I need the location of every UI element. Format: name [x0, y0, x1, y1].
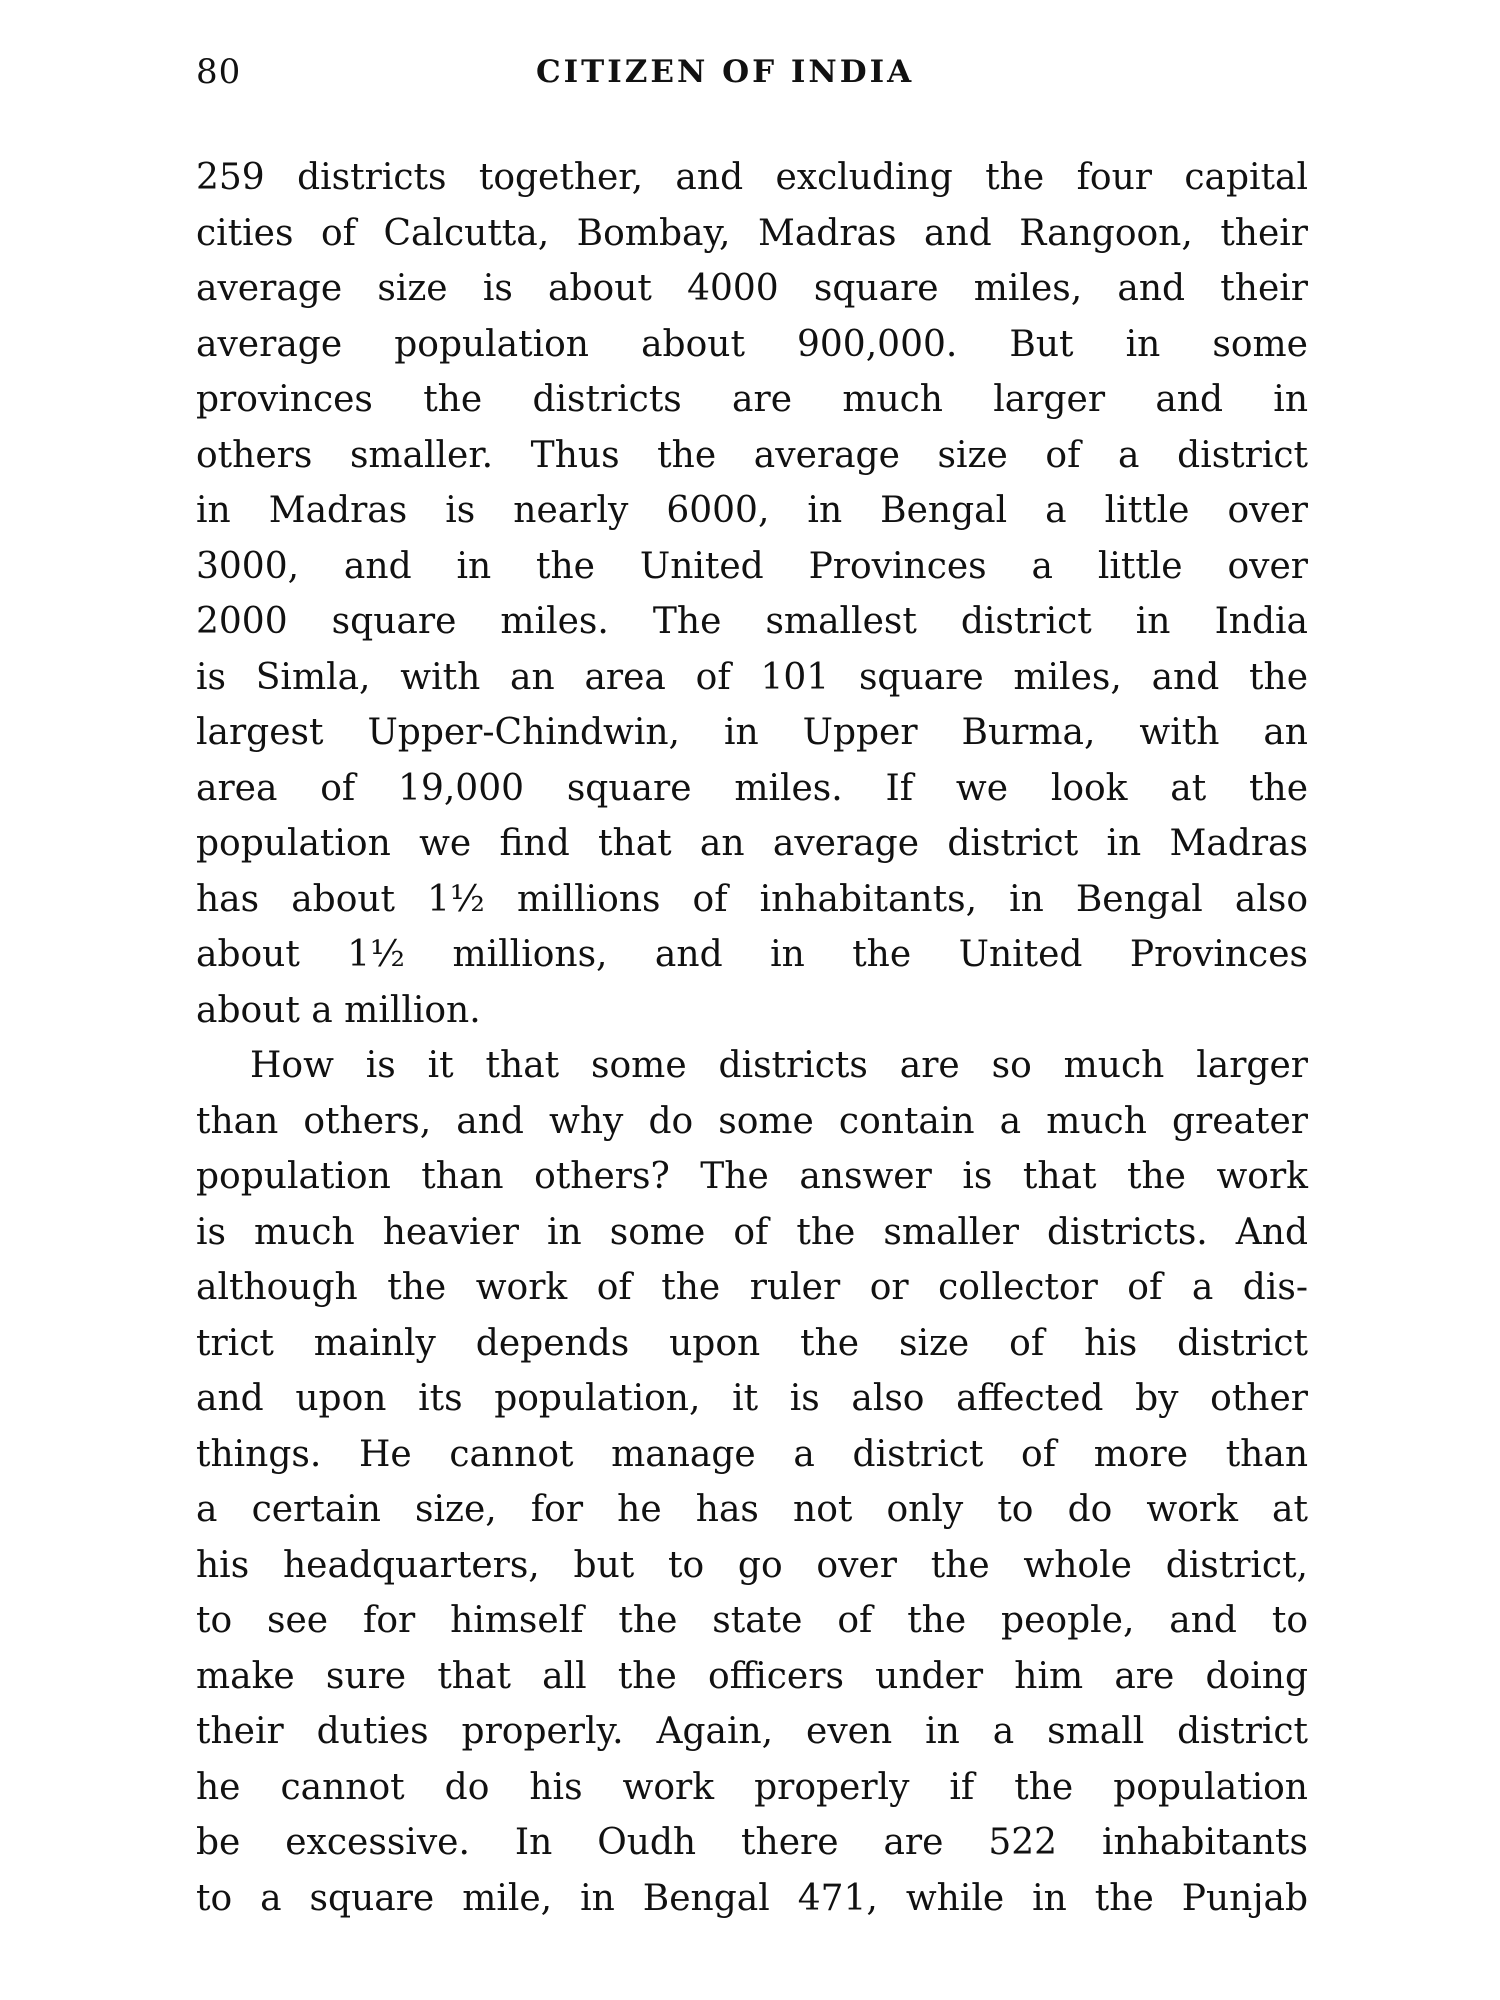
text-line: 259 districts together, and excluding the four capital — [196, 157, 1308, 198]
text-line: he cannot do his work properly if the population — [196, 1766, 1308, 1808]
text-line: although the work of the ruler or collector of a dis- — [196, 1267, 1308, 1308]
text-line: to a square mile, in Bengal 471, while in the Punjab — [196, 1877, 1308, 1919]
text-line: their duties properly. Again, even in a small district — [196, 1711, 1308, 1752]
running-head: CITIZEN OF INDIA — [536, 54, 915, 90]
text-line: to see for himself the state of the people, and to — [196, 1600, 1308, 1641]
text-line: a certain size, for he has not only to do work at — [196, 1489, 1308, 1530]
text-line: has about 1½ millions of inhabitants, in Bengal also — [196, 878, 1308, 920]
page-header — [196, 52, 1326, 112]
text-line: be excessive. In Oudh there are 522 inhabitants — [196, 1822, 1308, 1863]
text-line: about a million. — [196, 989, 481, 1031]
paragraph-start-line: How is it that some districts are so much larger — [250, 1045, 1308, 1086]
text-line: make sure that all the officers under him are doing — [196, 1655, 1308, 1697]
text-line: about 1½ millions, and in the United Provinces — [196, 934, 1308, 975]
text-line: than others, and why do some contain a much greater — [196, 1100, 1308, 1142]
text-line: trict mainly depends upon the size of his district — [196, 1322, 1308, 1364]
text-line: things. He cannot manage a district of more than — [196, 1433, 1308, 1475]
text-line: his headquarters, but to go over the whole district, — [196, 1544, 1308, 1586]
text-line: 2000 square miles. The smallest district in India — [196, 601, 1308, 642]
text-line: cities of Calcutta, Bombay, Madras and Rangoon, their — [196, 212, 1308, 254]
text-line: provinces the districts are much larger and in — [196, 379, 1308, 420]
text-line: population than others? The answer is that the work — [196, 1156, 1308, 1197]
text-line: population we find that an average district in Madras — [196, 823, 1308, 864]
text-line: average population about 900,000. But in some — [196, 323, 1308, 365]
text-line: largest Upper-Chindwin, in Upper Burma, with an — [196, 712, 1308, 753]
text-line: in Madras is nearly 6000, in Bengal a little over — [196, 490, 1308, 531]
text-line: and upon its population, it is also affected by other — [196, 1378, 1308, 1419]
text-line: others smaller. Thus the average size of a district — [196, 434, 1308, 476]
page-number: 80 — [196, 52, 242, 92]
text-line: is Simla, with an area of 101 square miles, and the — [196, 656, 1308, 698]
text-line: area of 19,000 square miles. If we look at the — [196, 767, 1308, 809]
body-text — [196, 150, 1308, 1926]
text-line: is much heavier in some of the smaller districts. And — [196, 1211, 1308, 1253]
text-line: average size is about 4000 square miles, and their — [196, 268, 1308, 309]
text-line: 3000, and in the United Provinces a little over — [196, 545, 1308, 587]
